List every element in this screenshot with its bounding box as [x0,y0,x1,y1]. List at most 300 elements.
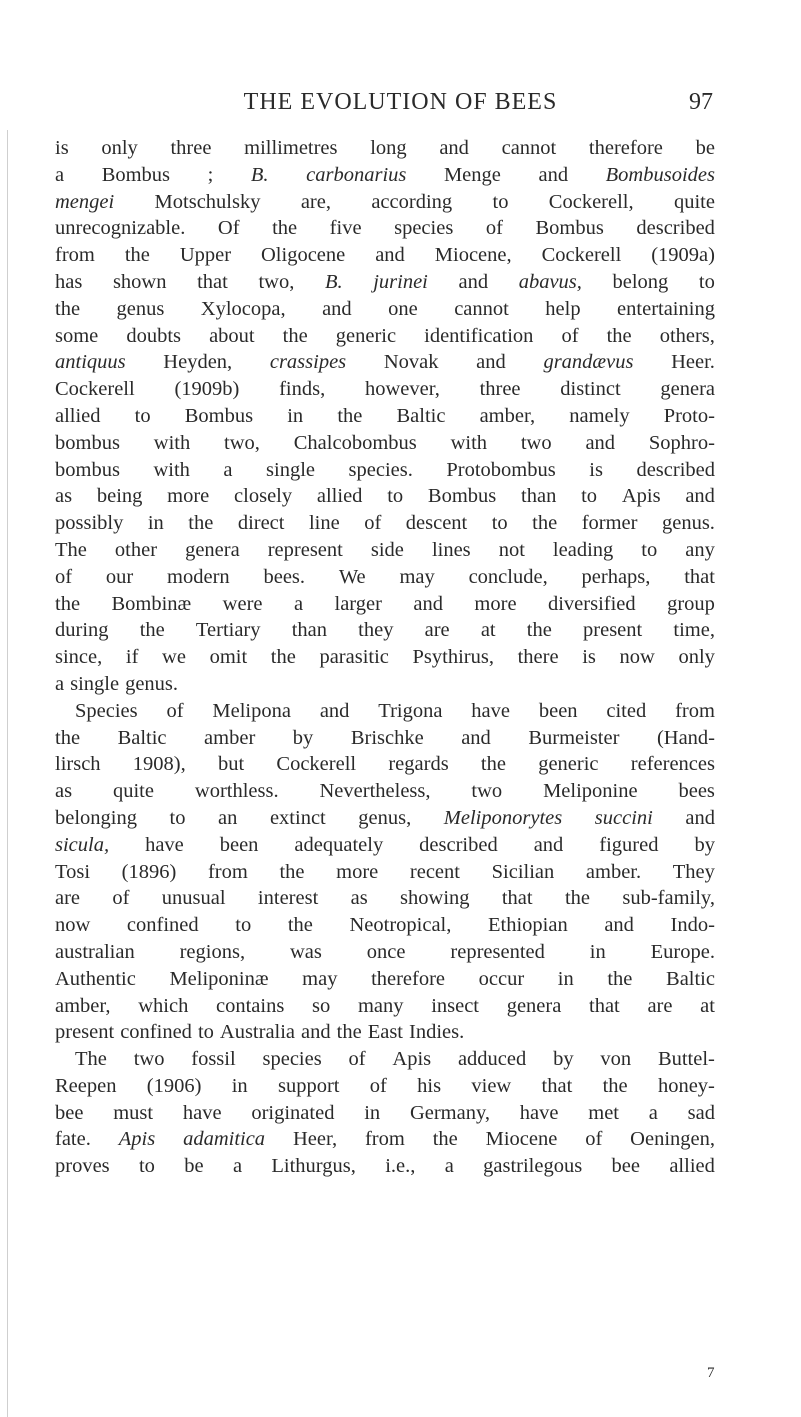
word: to [197,1021,214,1044]
word: descent [405,512,468,535]
word: may [399,565,435,588]
word: bees. [263,565,306,588]
word: described [419,833,498,856]
word: three [479,378,521,401]
word: Sophro- [648,431,715,454]
word: sad [687,1101,715,1124]
word: by [694,833,715,856]
word: five [329,217,362,240]
word: by [292,726,314,749]
text-line [55,323,715,350]
word: Psythirus, [412,646,494,669]
word: sub-family, [622,887,715,910]
word: distinct [560,378,621,401]
text-line [55,296,715,323]
word: Authentic [55,967,136,990]
word: lines [431,538,471,561]
word: Melipona [212,699,291,722]
word: at [700,994,715,1017]
word: and [685,485,715,508]
word: Proto- [663,404,715,427]
word: amber, [479,404,536,427]
word: Indies. [409,1021,465,1044]
text-line [55,135,715,162]
word: more [167,485,210,508]
word: of [364,512,382,535]
word: with [153,458,190,481]
text-line [55,1046,715,1073]
word: has [55,270,83,293]
word: (1906) [146,1074,202,1097]
word: Oeningen, [630,1128,715,1151]
word: Bombus [427,485,497,508]
word: conclude, [468,565,548,588]
word: adduced [457,1048,527,1071]
word: Nevertheless, [319,780,431,803]
word: Brischke [350,726,424,749]
word: species [394,217,454,240]
word: references [630,753,715,776]
word: that [501,887,533,910]
word: sicula, [55,833,110,856]
word: in [231,1074,248,1097]
word: of [369,1074,387,1097]
word: than [291,619,327,642]
text-line [55,698,715,725]
running-head [0,88,801,122]
word: recent [409,860,460,883]
word: Neotropical, [349,914,452,937]
word: Meliponine [543,780,638,803]
word: according [371,190,453,213]
word: honey- [657,1074,715,1097]
word: the [279,860,305,883]
body-text [55,135,715,1180]
word: Apis [392,1048,432,1071]
word: genus. [661,512,715,535]
word: have [145,833,184,856]
word: with [153,431,191,454]
word: and [458,270,489,293]
word: unusual [161,887,226,910]
word: of [485,217,503,240]
word: of [112,887,130,910]
word: long [370,137,407,159]
word: Heer. [671,351,715,374]
word: Bombus [101,163,171,186]
word: Buttel- [657,1048,715,1071]
word: three [170,137,212,159]
word: carbonarius [306,163,407,186]
word: and [585,431,616,454]
text-line [55,751,715,778]
word: larger [334,592,382,615]
word: bombus [55,431,120,454]
word: in [589,940,606,963]
word: adequately [294,833,384,856]
word: The [75,1048,107,1071]
word: single [266,458,316,481]
text-line [55,162,715,189]
word: not [498,538,525,561]
text-line [55,537,715,564]
word: the [270,646,296,669]
word: and [319,699,350,722]
word: must [113,1101,154,1124]
word: at [480,619,496,642]
word: East [367,1021,403,1044]
word: the [337,404,363,427]
word: more [474,592,517,615]
word: present [55,1021,115,1044]
word: of [348,1048,366,1071]
word: line [308,512,340,535]
word: Bombinæ [111,592,192,615]
word: Trigona [378,699,443,722]
word: are [55,887,81,910]
word: Novak [383,351,439,374]
word: Species [75,699,138,722]
word: genus. [125,672,179,695]
text-line [55,993,715,1020]
word: bee [55,1101,84,1124]
text-line [55,1100,715,1127]
word: been [219,833,259,856]
word: Burmeister [528,726,620,749]
signature-mark: 7 [707,1365,715,1381]
word: in [364,1101,381,1124]
word: that [589,994,620,1017]
word: side [370,538,404,561]
word: the [564,887,590,910]
word: were [222,592,263,615]
text-line [55,617,715,644]
word: Baltic [117,726,167,749]
word: Cockerell, [548,190,634,213]
word: present [583,619,643,642]
word: millimetres [244,137,338,159]
text-line [55,189,715,216]
word: gastrilegous [483,1155,583,1178]
word: mengei [55,190,115,213]
word: shown [112,270,167,293]
word: some [55,324,99,347]
word: Heer, [292,1128,338,1151]
word: namely [569,404,630,427]
word: cited [606,699,647,722]
word: once [366,940,406,963]
word: only [101,137,138,159]
word: quite [673,190,715,213]
word: are, [300,190,331,213]
word: allied [55,404,101,427]
word: of [166,699,184,722]
word: Oligocene [261,244,346,267]
word: from [675,699,715,722]
word: time, [673,619,715,642]
word: a [648,1101,658,1124]
word: more [336,860,379,883]
word: the [272,217,298,240]
word: the [526,619,552,642]
word: have [519,1101,559,1124]
word: Baltic [396,404,446,427]
word: Miocene, [434,244,512,267]
word: that [684,565,715,588]
word: but [217,753,245,776]
word: fate. [55,1128,91,1151]
word: so [312,994,331,1017]
word: the [432,1128,458,1151]
word: represented [450,940,545,963]
word: possibly [55,512,124,535]
word: only [678,646,715,669]
word: and [375,244,405,267]
word: and [538,163,569,186]
word: others, [659,324,715,347]
word: be [695,137,715,159]
word: modern [167,565,230,588]
word: regards [388,753,449,776]
text-line [55,349,715,376]
word: amber, [55,994,111,1017]
text-line [55,591,715,618]
word: to [698,270,715,293]
text-line [55,912,715,939]
word: and [322,297,352,320]
word: is [55,137,69,159]
word: a [55,163,65,186]
word: genus [116,297,165,320]
text-line [55,483,715,510]
word: species. [348,458,413,481]
text-line [55,1126,715,1153]
word: Indo- [670,914,715,937]
word: the [139,619,165,642]
word: occur [478,967,525,990]
text-line [55,885,715,912]
page-number: 97 [689,89,713,115]
word: in [147,512,164,535]
word: Baltic [666,967,715,990]
word: figured [599,833,659,856]
word: and [604,914,634,937]
text-line [55,430,715,457]
word: to [387,485,404,508]
text-line [55,1153,715,1180]
word: entertaining [617,297,715,320]
word: Protobombus [446,458,556,481]
word: as [350,887,368,910]
word: a [223,458,233,481]
word: and [301,1021,331,1044]
word: by [553,1048,574,1071]
word: as [55,485,73,508]
word: (Hand- [656,726,715,749]
word: Cockerell [276,753,357,776]
word: was [290,940,322,963]
word: Bombus [184,404,254,427]
word: group [667,592,715,615]
word: lirsch [55,753,101,776]
word: therefore [588,137,663,159]
word: the [55,297,81,320]
text-line [55,832,715,859]
word: in [287,404,304,427]
word: adamitica [183,1128,266,1151]
word: and [476,351,506,374]
word: to [581,485,598,508]
word: any [685,538,715,561]
word: the [607,967,633,990]
word: Menge [443,163,501,186]
word: antiquus [55,351,126,374]
word: and [461,726,491,749]
word: B. [324,270,343,293]
word: the [55,592,81,615]
word: Meliponinæ [169,967,269,990]
word: amber. [585,860,642,883]
word: met [588,1101,619,1124]
word: and [533,833,564,856]
word: described [636,458,715,481]
word: to [138,1155,155,1178]
word: the [606,324,632,347]
word: former [581,512,638,535]
word: have [471,699,510,722]
word: is [582,646,596,669]
text-line [55,644,715,671]
word: two [133,1048,165,1071]
word: there [517,646,559,669]
word: to [641,538,658,561]
word: the [532,512,558,535]
text-line [55,564,715,591]
word: from [207,860,248,883]
text-line [55,939,715,966]
word: however, [364,378,440,401]
word: Miocene [485,1128,558,1151]
word: one [388,297,418,320]
word: are [424,619,450,642]
word: two [520,431,552,454]
text-line [55,510,715,537]
word: insect [431,994,480,1017]
word: bee [611,1155,640,1178]
word: (1896) [121,860,177,883]
word: proves [55,1155,110,1178]
word: allied [316,485,363,508]
word: Meliponorytes [443,806,563,829]
text-line [55,966,715,993]
word: The [55,538,87,561]
text-line [55,376,715,403]
word: Xylocopa, [200,297,286,320]
word: Upper [179,244,232,267]
word: the [282,324,308,347]
word: (1909a) [651,244,715,267]
word: the [287,914,313,937]
word: Apis [621,485,661,508]
word: Lithurgus, [271,1155,356,1178]
word: with [450,431,488,454]
word: amber [204,726,256,749]
text-line [55,805,715,832]
word: extinct [269,806,326,829]
word: the [188,512,214,535]
word: if [125,646,139,669]
running-title: THE EVOLUTION OF BEES [243,89,558,115]
word: represent [267,538,343,561]
word: bombus [55,458,120,481]
word: two [471,780,503,803]
word: B. [250,163,269,186]
word: and [685,806,715,829]
word: than [521,485,557,508]
word: showing [400,887,470,910]
word: help [545,297,581,320]
word: Cockerell [55,378,135,401]
word: species [262,1048,322,1071]
word: Sicilian [491,860,555,883]
text-line [55,1073,715,1100]
page-edge-shadow [7,130,8,1417]
word: now [619,646,655,669]
word: (1909b) [174,378,240,401]
word: cannot [501,137,557,159]
word: since, [55,646,103,669]
word: our [105,565,134,588]
word: identification [424,324,534,347]
word: unrecognizable. [55,217,186,240]
word: Apis [118,1128,156,1151]
word: confined [120,1021,192,1044]
text-line [55,215,715,242]
word: generic [335,324,397,347]
word: abavus, [518,270,582,293]
text-line [55,671,715,698]
word: the [336,1021,362,1044]
word: support [277,1074,340,1097]
word: of [55,565,73,588]
word: to [169,806,186,829]
word: in [557,967,574,990]
word: therefore [371,967,446,990]
word: Motschulsky [154,190,261,213]
word: to [235,914,252,937]
word: genera [185,538,240,561]
word: contains [216,994,285,1017]
word: two, [258,270,295,293]
word: be [184,1155,204,1178]
word: and [439,137,469,159]
word: von [600,1048,632,1071]
word: bees [678,780,715,803]
word: other [114,538,158,561]
word: closely [234,485,293,508]
word: belong [612,270,669,293]
word: genera [660,378,715,401]
word: diversified [547,592,636,615]
word: confined [126,914,199,937]
word: the [602,1074,628,1097]
word: omit [209,646,248,669]
text-line [55,859,715,886]
word: a [444,1155,454,1178]
word: have [182,1101,222,1124]
text-line [55,403,715,430]
word: 1908), [132,753,186,776]
